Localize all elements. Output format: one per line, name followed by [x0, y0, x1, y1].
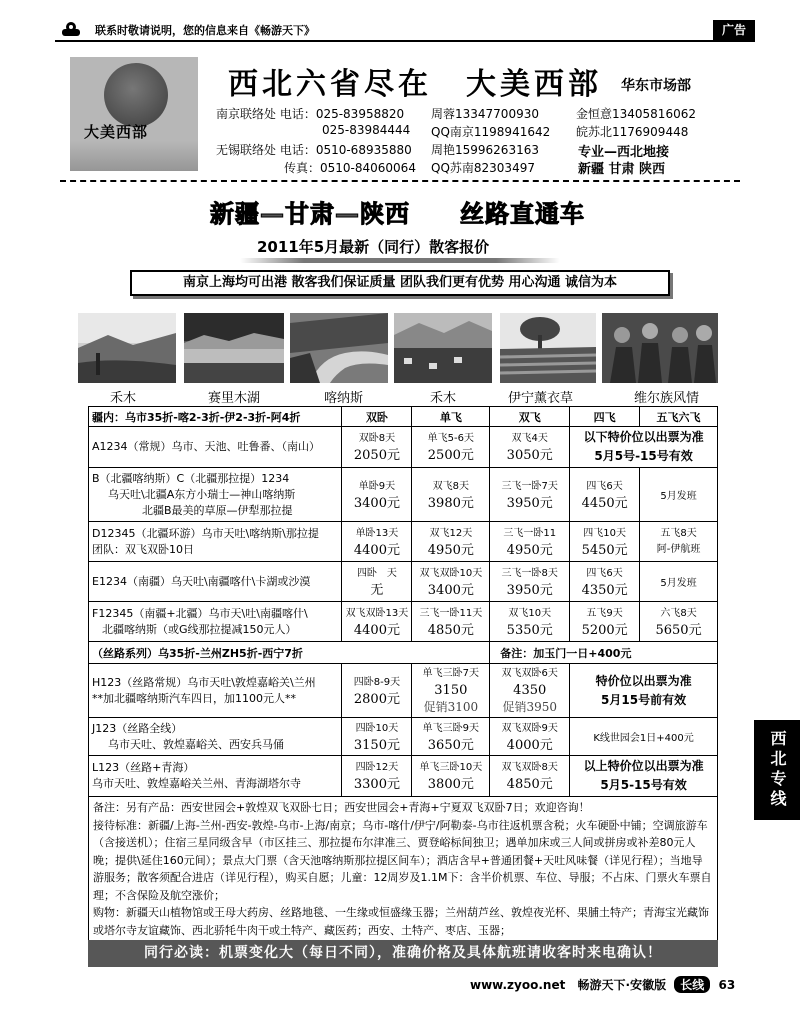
- contact-qq-nanjing: QQ南京1198941642: [431, 125, 551, 139]
- sun-icon: [104, 63, 168, 127]
- price: 3650元: [427, 737, 474, 753]
- duration: 双飞双卧13天: [345, 607, 409, 619]
- departure-note: 5月发班: [640, 562, 718, 602]
- route-line: 乌天吐\北疆A东方小瑞士—神山喀纳斯: [108, 487, 296, 501]
- price-cell: [570, 562, 640, 602]
- duration: 双飞10天: [508, 607, 552, 619]
- section-side-tab: 西北专线: [754, 720, 800, 820]
- price: 4350: [513, 683, 547, 698]
- top-bar: [55, 20, 755, 42]
- route-cell: [89, 427, 342, 468]
- price: 无: [370, 582, 384, 598]
- tagline-provinces: 新疆 甘肃 陕西: [578, 162, 666, 177]
- price: 5650元: [655, 622, 702, 638]
- price-cell: [490, 756, 570, 797]
- price-cell: [412, 562, 490, 602]
- note-shopping: 购物：新疆天山植物馆或王母大药房、丝路地毯、一生缘或恒盛缘玉器；兰州葫芦丝、敦煌夜光杯、果脯土特产；青海宝光藏饰或塔尔寺友谊藏饰、西北骄牦牛肉干或土特产、藏医药；西安、土特产、枣店、玉器；: [93, 906, 709, 937]
- price-cell: [570, 522, 640, 562]
- route-cell: [89, 756, 342, 797]
- subtitle-underline: [240, 258, 560, 263]
- contact-wuxi-phone: 无锡联络处 电话：0510-68935880: [216, 143, 412, 157]
- note-other-products: 备注：另有产品：西安世园会+敦煌双飞双卧七日；西安世园会+青海+宁夏双飞双卧7日；欢迎咨询！: [93, 801, 590, 814]
- price-cell: [490, 602, 570, 642]
- duration: 单飞5-6天: [427, 433, 474, 444]
- photo-yining-lavender: [500, 313, 596, 383]
- price-cell: [490, 664, 570, 718]
- main-title: 新疆—甘肃—陕西 丝路直通车: [210, 200, 585, 228]
- price-table: [88, 406, 718, 942]
- col-header: 双飞: [490, 407, 570, 427]
- price-cell: [342, 718, 412, 756]
- price-cell: [342, 756, 412, 797]
- brand-title: 西北六省尽在 大美西部: [228, 67, 602, 102]
- photo-uyghur-culture: [602, 313, 718, 383]
- duration: 三飞一卧11: [503, 527, 557, 539]
- price: 3150元: [353, 737, 400, 753]
- promo-price: 促销3950: [502, 700, 557, 714]
- price: 4350元: [581, 582, 628, 598]
- duration: 单飞三卧10天: [419, 762, 483, 773]
- expo-note: K线世园会1日+400元: [570, 718, 718, 756]
- caption-hemu-1: 禾木: [110, 391, 137, 406]
- price-cell: [412, 602, 490, 642]
- duration: 单飞三卧9天: [422, 722, 480, 734]
- photo-captions: [78, 387, 718, 405]
- special-line: 5月5-15号有效: [600, 778, 687, 792]
- price-cell: [570, 602, 640, 642]
- dashed-divider: [60, 180, 740, 182]
- special-offer-cell: [570, 664, 718, 718]
- logo-text: 大美西部: [84, 123, 149, 141]
- price-cell: [490, 522, 570, 562]
- price-cell: [570, 468, 640, 522]
- flight-note: 五飞8天 阿-伊航班: [640, 522, 718, 562]
- promo-price: 促销3100: [423, 700, 479, 714]
- price: 4950元: [506, 542, 553, 558]
- agency-header: [66, 53, 726, 177]
- special-line: 5月15号前有效: [601, 692, 687, 707]
- route-line: 乌市天吐、敦煌嘉峪关、西安兵马俑: [108, 737, 284, 751]
- agent-notice-bar: 同行必读：机票变化大（每日不同），准确价格及具体航班请收客时来电确认！: [88, 940, 718, 967]
- route-line: J123（丝路全线）: [92, 721, 183, 735]
- duration: 单卧9天: [358, 480, 396, 492]
- route-line: 乌市天吐、敦煌嘉峪关兰州、青海湖塔尔寺: [92, 777, 301, 790]
- sub-title: 2011年5月最新（同行）散客报价: [257, 238, 490, 256]
- duration: 四卧12天: [355, 762, 399, 773]
- price: 4850元: [506, 777, 553, 792]
- price: 2050元: [353, 448, 400, 463]
- contact-zhouyan: 周艳15996263163: [431, 143, 539, 157]
- duration: 四飞6天: [586, 480, 623, 492]
- price-cell: [412, 522, 490, 562]
- table-row: [89, 718, 718, 756]
- footer-section-badge: 长线: [674, 976, 710, 993]
- duration: 双飞双卧6天: [501, 668, 558, 679]
- slogan-box: 南京上海均可出港 散客我们保证质量 团队我们更有优势 用心沟通 诚信为本: [130, 270, 670, 296]
- route-line: 北疆B最美的草原—伊犁那拉提: [142, 503, 293, 517]
- route-line: D12345（北疆环游）乌市天吐\喀纳斯\那拉提: [92, 526, 319, 540]
- price-cell: [342, 664, 412, 718]
- route-cell: [89, 562, 342, 602]
- route-line: L123（丝路+青海）: [92, 761, 195, 774]
- route-cell: [89, 718, 342, 756]
- source-note: 联系时敬请说明，您的信息来自《畅游天下》: [95, 24, 315, 37]
- tagline-specialist: 专业—西北地接: [578, 145, 670, 160]
- price: 5450元: [581, 542, 628, 558]
- duration: 双卧8天: [358, 433, 396, 444]
- special-line: 以上特价位以出票为准: [583, 759, 704, 773]
- magazine-logo-icon: [61, 20, 81, 38]
- notes-row: [89, 797, 718, 942]
- duration: 双飞双卧8天: [501, 762, 558, 773]
- company-logo: [70, 57, 198, 171]
- col-header: 五飞六飞: [640, 407, 718, 427]
- ad-label: 广告: [713, 20, 755, 40]
- special-offer-cell: [570, 756, 718, 797]
- duration: 六飞8天: [660, 607, 697, 619]
- price: 4400元: [353, 542, 400, 558]
- duration: 双飞8天: [432, 480, 470, 492]
- contact-fax: 传真：0510-84060064: [284, 161, 416, 175]
- price: 3980元: [427, 495, 474, 511]
- section-silkroad-note: 备注：加玉门一日+400元: [490, 642, 718, 664]
- price: 3950元: [506, 495, 553, 511]
- price-cell: [412, 664, 490, 718]
- duration: 双飞双卧10天: [419, 567, 483, 579]
- caption-hemu-2: 禾木: [430, 391, 457, 406]
- price: 3150: [434, 683, 468, 698]
- duration: 五飞9天: [586, 607, 623, 619]
- duration: 三飞一卧8天: [501, 567, 558, 579]
- department-label: 华东市场部: [621, 78, 691, 94]
- price-cell: [342, 562, 412, 602]
- duration: 三飞一卧11天: [419, 607, 483, 619]
- contact-wansubei: 皖苏北1176909448: [576, 125, 689, 139]
- col-header: 单飞: [412, 407, 490, 427]
- price: 4950元: [427, 542, 474, 558]
- price-cell: [342, 522, 412, 562]
- special-line: 5月5号-15号有效: [594, 449, 693, 463]
- photo-kanas: [290, 313, 388, 383]
- duration: 四飞10天: [583, 527, 626, 539]
- caption-uyghur-culture: 维尔族风情: [634, 391, 700, 406]
- price: 3950元: [506, 582, 553, 598]
- contact-zhourong: 周蓉13347700930: [431, 107, 539, 121]
- price-cell: [412, 718, 490, 756]
- price: 3400元: [427, 582, 474, 598]
- route-cell: [89, 468, 342, 522]
- price-cell: [640, 602, 718, 642]
- page-footer: [470, 976, 735, 993]
- price-cell: [412, 756, 490, 797]
- price-cell: [342, 602, 412, 642]
- table-row: [89, 562, 718, 602]
- special-offer-cell: [570, 427, 718, 468]
- col-header: 四飞: [570, 407, 640, 427]
- departure-note: 5月发班: [640, 468, 718, 522]
- photo-hemu-1: [78, 313, 176, 383]
- price: 4400元: [353, 622, 400, 638]
- duration: 双飞双卧9天: [501, 722, 558, 734]
- photo-sayram-lake: [184, 313, 284, 383]
- price: 5200元: [581, 622, 628, 638]
- price: 5350元: [506, 622, 553, 638]
- route-cell: [89, 522, 342, 562]
- footer-url[interactable]: www.zyoo.net: [470, 978, 566, 992]
- duration: 单卧13天: [355, 527, 399, 539]
- price: 4450元: [581, 495, 628, 511]
- duration: 双飞4天: [511, 433, 548, 444]
- table-row: [89, 522, 718, 562]
- duration: 单飞三卧7天: [422, 668, 480, 679]
- photo-strip: [78, 313, 718, 385]
- special-line: 以下特价位以出票为准: [583, 430, 704, 444]
- price-cell: [412, 427, 490, 468]
- route-line: H123（丝路常规）乌市天吐\敦煌嘉峪关\兰州: [92, 675, 316, 689]
- price-cell: [342, 427, 412, 468]
- duration: 三飞一卧7天: [501, 480, 558, 492]
- contact-nanjing-phone2: 025-83984444: [322, 123, 411, 137]
- contact-qq-sunan: QQ苏南82303497: [431, 161, 535, 175]
- price-cell: [490, 562, 570, 602]
- price: 3400元: [353, 495, 400, 511]
- price-cell: [412, 468, 490, 522]
- route-line: E1234（南疆）乌天吐\南疆喀什\卡湖或沙漠: [92, 574, 311, 588]
- table-row: [89, 756, 718, 797]
- price-cell: [490, 718, 570, 756]
- route-cell: [89, 602, 342, 642]
- notes-cell: [89, 797, 718, 942]
- price: 4000元: [506, 737, 553, 753]
- contact-nanjing-phone1: 南京联络处 电话：025-83958820: [216, 107, 405, 121]
- duration: 双飞12天: [429, 527, 473, 539]
- footer-magazine: 畅游天下·安徽版: [577, 978, 667, 992]
- price-cell: [490, 468, 570, 522]
- price: 3050元: [506, 448, 553, 463]
- table-row: [89, 664, 718, 718]
- caption-sayram-lake: 赛里木湖: [208, 391, 261, 406]
- route-line: 北疆喀纳斯（或G线那拉提减150元人）: [102, 622, 297, 636]
- table-row: [89, 468, 718, 522]
- note-service-standard: 接待标准：新疆/上海-兰州-西安-敦煌-乌市-上海/南京；乌市-喀什/伊宁/阿勒泰-乌市往返机票含税；火车硬卧中铺；空调旅游车（含接送机）；住宿三星同级含早（市区挂三、那拉提布尔津准三、贾登峪标间独卫；遇单加床或三人间或拼房或补差80元人晚；提供\延住160元间）；景点大门票（含天池喀纳斯那拉提区间车）；酒店含早+普通团餐+天吐风味餐（详见行程）；当地导游服务；散客须配合进店（详见行程），购买自愿；儿童：12周岁及1.1M下：含半价机票、车位、导服；不占床、门票火车票自理；不含保险及航空涨价；: [93, 818, 712, 902]
- price-cell: [490, 427, 570, 468]
- price: 4850元: [427, 622, 474, 638]
- page-number: 63: [718, 978, 736, 992]
- table-header-row: [89, 407, 718, 427]
- caption-yining-lavender: 伊宁薰衣草: [508, 391, 574, 406]
- route-line: A1234（常规）乌市、天池、吐鲁番、（南山）: [92, 440, 321, 453]
- route-line: F12345（南疆+北疆）乌市天\吐\南疆喀什\: [92, 606, 308, 620]
- route-cell: [89, 664, 342, 718]
- route-line: B（北疆喀纳斯）C（北疆那拉提）1234: [92, 471, 290, 485]
- section-xinjiang-discount: 疆内：乌市35折-喀2-3折-伊2-3折-阿4折: [89, 407, 342, 427]
- table-row: [89, 427, 718, 468]
- duration: 四飞6天: [586, 567, 623, 579]
- duration: 四卧8-9天: [353, 676, 401, 688]
- price: 2500元: [427, 448, 474, 463]
- photo-hemu-2: [394, 313, 492, 383]
- duration: 四卧 天: [356, 567, 397, 579]
- route-line: **加北疆喀纳斯汽车四日，加1100元人**: [92, 691, 296, 705]
- section-row: [89, 642, 718, 664]
- caption-kanas: 喀纳斯: [324, 391, 364, 406]
- table-row: [89, 602, 718, 642]
- contact-jinhengyi: 金恒意13405816062: [576, 107, 696, 121]
- logo-stripe: [70, 141, 198, 171]
- section-silkroad-discount: （丝路系列）乌35折-兰州ZH5折-西宁7折: [89, 642, 490, 664]
- duration: 四卧10天: [355, 722, 399, 734]
- price: 3800元: [427, 777, 474, 792]
- route-line: 团队：双飞双卧10日: [92, 542, 194, 556]
- price: 3300元: [353, 777, 400, 792]
- price-cell: [342, 468, 412, 522]
- col-header: 双卧: [342, 407, 412, 427]
- special-line: 特价位以出票为准: [595, 673, 692, 688]
- price: 2800元: [353, 691, 400, 707]
